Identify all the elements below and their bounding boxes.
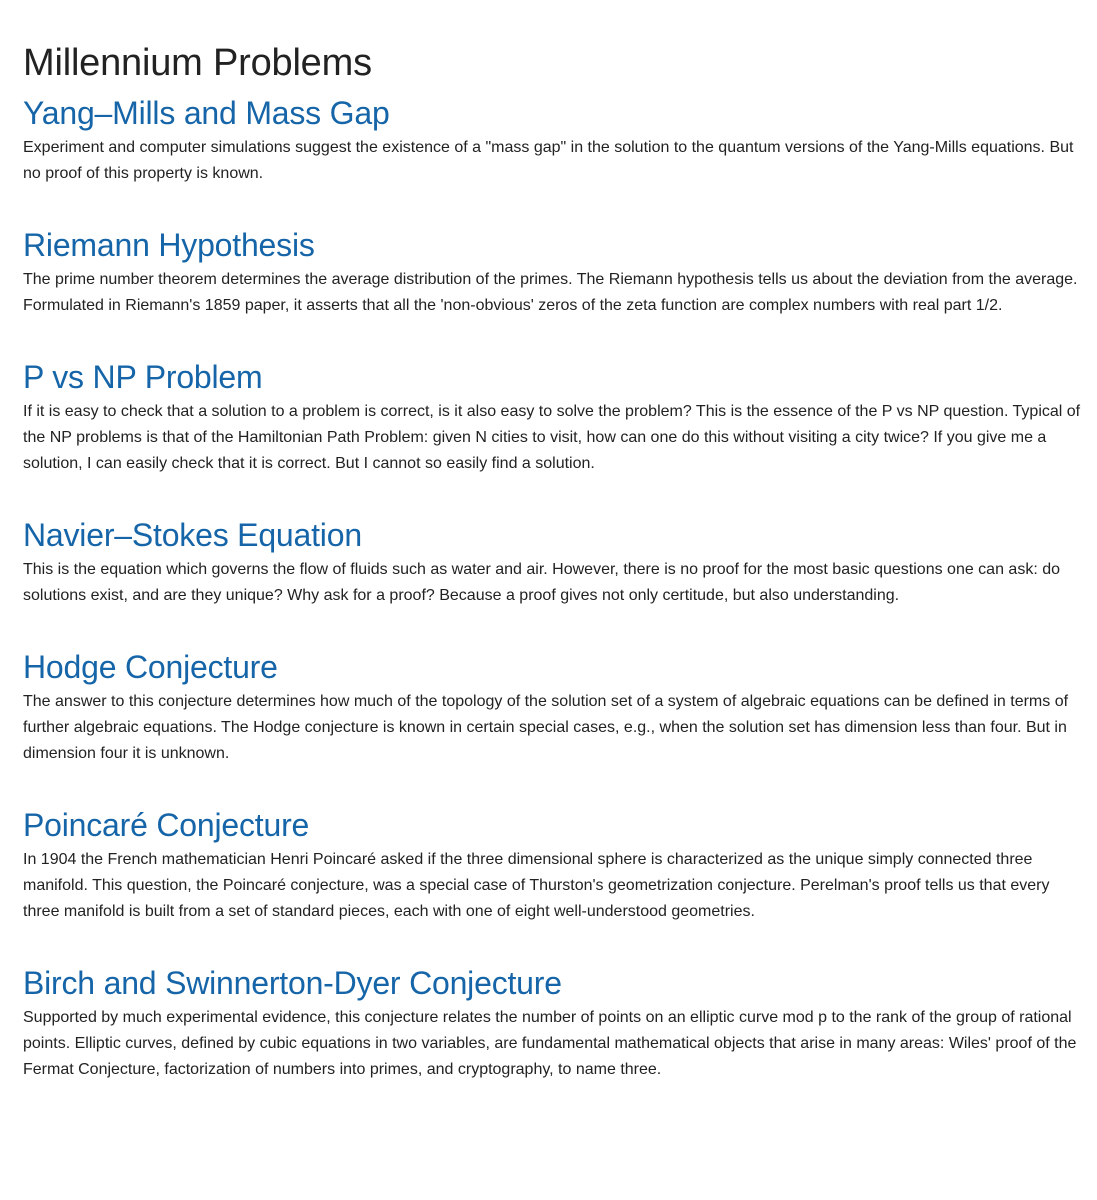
problem-title[interactable]: Riemann Hypothesis [23, 227, 315, 263]
problem-title[interactable]: Yang–Mills and Mass Gap [23, 95, 390, 131]
problem-description: The prime number theorem determines the average distribution of the primes. The Riemann hypothesis tells us about the deviation from the average. Formulated in Riemann's 1859 paper, it asserts that all the 'non-obvious' zeros of the zeta function are complex numbers with real part 1/2. [23, 271, 1078, 314]
problem-birch-swinnerton-dyer [23, 964, 1081, 1083]
problem-poincare-conjecture [23, 806, 1081, 925]
problem-description: This is the equation which governs the flow of fluids such as water and air. However, there is no proof for the most basic questions one can ask: do solutions exist, and are they unique? Why ask for a proof? Because a proof gives not only certitude, but also understanding. [23, 561, 1061, 604]
problem-title[interactable]: Birch and Swinnerton-Dyer Conjecture [23, 965, 562, 1001]
problem-description: If it is easy to check that a solution to a problem is correct, is it also easy to solve the problem? This is the essence of the P vs NP question. Typical of the NP problems is that of the Hamiltonian Path Problem: given N cities to visit, how can one do this without visiting a city twice? If you give me a solution, I can easily check that it is correct. But I cannot so easily find a solution. [23, 403, 1081, 472]
problem-yang-mills [23, 94, 1081, 187]
problem-description: In 1904 the French mathematician Henri Poincaré asked if the three dimensional sphere is characterized as the unique simply connected three manifold. This question, the Poincaré conjecture, was a special case of Thurston's geometrization conjecture. Perelman's proof tells us that every three manifold is built from a set of standard pieces, each with one of eight well-understood geometries. [23, 851, 1050, 920]
problem-title[interactable]: Hodge Conjecture [23, 649, 278, 685]
problem-description: Experiment and computer simulations suggest the existence of a "mass gap" in the solution to the quantum versions of the Yang-Mills equations. But no proof of this property is known. [23, 139, 1074, 182]
problem-hodge-conjecture [23, 648, 1081, 767]
problem-description: The answer to this conjecture determines how much of the topology of the solution set of a system of algebraic equations can be defined in terms of further algebraic equations. The Hodge conjecture is known in certain special cases, e.g., when the solution set has dimension less than four. But in dimension four it is unknown. [23, 693, 1069, 762]
problem-navier-stokes [23, 516, 1081, 609]
problem-riemann-hypothesis [23, 226, 1081, 319]
problem-title[interactable]: Poincaré Conjecture [23, 807, 310, 843]
page-title: Millennium Problems [23, 42, 372, 84]
problem-title[interactable]: Navier–Stokes Equation [23, 517, 362, 553]
problem-title[interactable]: P vs NP Problem [23, 359, 263, 395]
problem-p-vs-np [23, 358, 1081, 477]
problem-description: Supported by much experimental evidence, this conjecture relates the number of points on an elliptic curve mod p to the rank of the group of rational points. Elliptic curves, defined by cubic equations in two variables, are fundamental mathematical objects that arise in many areas: Wiles' proof of the Fermat Conjecture, factorization of numbers into primes, and cryptography, to name three. [23, 1009, 1077, 1078]
